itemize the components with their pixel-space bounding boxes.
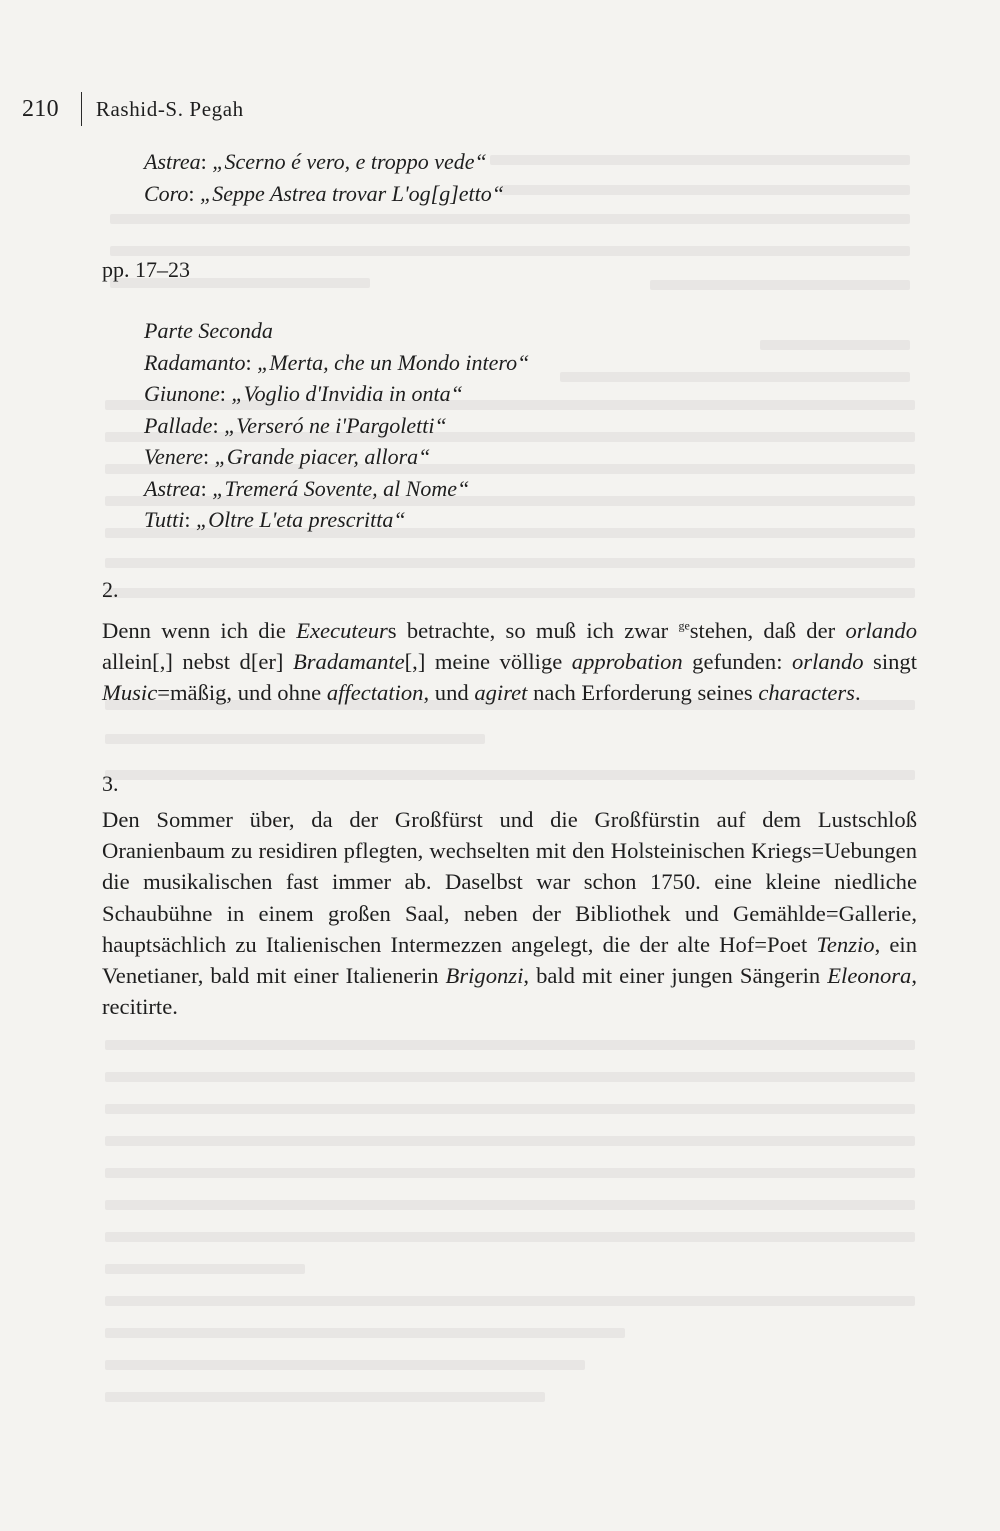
verse-line: Astrea: „Scerno é vero, e troppo vede“	[144, 149, 487, 174]
section-number-3: 3.	[102, 771, 119, 796]
section-number-2: 2.	[102, 577, 119, 602]
verse-block-top	[144, 146, 504, 209]
section-page-range: pp. 17–23	[102, 257, 190, 282]
verse-line: Radamanto: „Merta, che un Mondo intero“	[144, 349, 530, 375]
verse-line: Coro: „Seppe Astrea trovar L'og[g]etto“	[144, 180, 505, 206]
verse-line: Venere: „Grande piacer, allora“	[144, 444, 431, 469]
header-divider	[81, 92, 82, 126]
paragraph-section-2: Denn wenn ich die Executeurs betrachte, so muß ich zwar $^{ge}$stehen, daß der orlando allein[,] nebst d[er] Bradamante[,] meine völlige approbation gefunden: orlando singt Music=mäßig, und ohne affectation, und agiret nach Erforderung seines characters.	[102, 618, 917, 706]
verse-line: Tutti: „Oltre L'eta prescritta“	[144, 507, 406, 532]
running-header-author: Rashid-S. Pegah	[95, 96, 244, 121]
page-number: 210	[22, 95, 59, 122]
verse-line: Pallade: „Verseró ne i'Pargoletti“	[144, 412, 447, 438]
paragraph-section-3: Den Sommer über, da der Großfürst und die Großfürstin auf dem Lustschloß Oranienbaum zu residiren pflegten, wechselten mit den Holsteinischen Kriegs=Uebungen die musikalischen fast immer ab. Daselbst war schon 1750. eine kleine niedliche Schaubühne in einem großen Saal, neben der Bibliothek und Gemählde=Gallerie, hauptsächlich zu Italienischen Intermezzen angelegt, die der alte Hof=Poet Tenzio, ein Venetianer, bald mit einer Italienerin Brigonzi, bald mit einer jungen Sängerin Eleonora, recitirte.	[102, 807, 917, 1020]
verse-line: Astrea: „Tremerá Sovente, al Nome“	[144, 475, 470, 501]
verse-line: Giunone: „Voglio d'Invidia in onta“	[144, 381, 463, 406]
verse-block-parte-seconda	[144, 315, 529, 536]
running-header	[22, 92, 244, 126]
verse-title: Parte Seconda	[144, 318, 273, 343]
